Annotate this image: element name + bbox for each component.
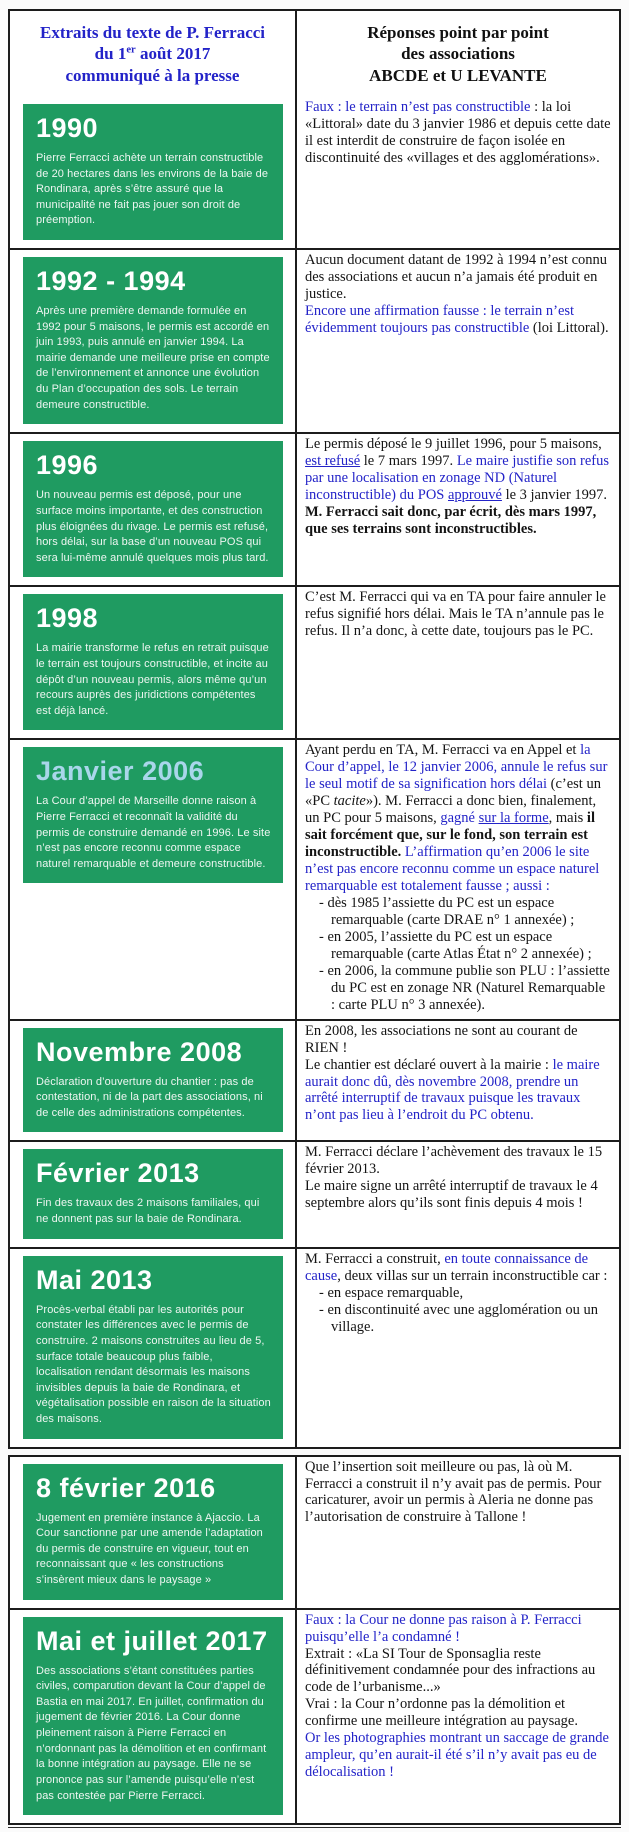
timeline-event-card bbox=[23, 1149, 283, 1238]
header-associations-column bbox=[297, 11, 619, 97]
timeline-event-card bbox=[23, 594, 283, 730]
text-segment: Extraits du texte de P. Ferracci bbox=[39, 23, 266, 43]
timeline-row bbox=[10, 1608, 619, 1823]
timeline-event-description: Pierre Ferracci achète un terrain constructible de 20 hectares dans les environs de la baie de Rondinara, après s’être assuré que la municipalité ne fait pas jouer son droit de préemption. bbox=[36, 152, 269, 227]
timeline-left-cell bbox=[10, 1610, 297, 1823]
response-cell bbox=[297, 97, 619, 248]
timeline-event-description: Fin des travaux des 2 maisons familiales, qui ne donnent pas sur la baie de Rondinara. bbox=[36, 1197, 260, 1226]
text-segment: M. Ferracci déclare l’achèvement des travaux le 15 février 2013. bbox=[305, 1144, 603, 1178]
text-segment: Aucun document datant de 1992 à 1994 n’est connu des associations et aucun n’a jamais été produit en justice. bbox=[305, 252, 608, 302]
header-associations-title bbox=[367, 22, 549, 86]
response-cell bbox=[297, 1610, 619, 1823]
timeline-left-cell bbox=[10, 434, 297, 585]
timeline-event-card bbox=[23, 1256, 283, 1439]
header-ferracci-column bbox=[10, 11, 297, 97]
response-cell bbox=[297, 740, 619, 1018]
response-cell bbox=[297, 250, 619, 432]
response-cell bbox=[297, 1142, 619, 1246]
timeline-event-date: 1996 bbox=[36, 450, 99, 481]
response-cell bbox=[297, 587, 619, 738]
timeline-left-cell bbox=[10, 1021, 297, 1141]
text-segment: gagné bbox=[440, 810, 479, 827]
timeline-event-date: Février 2013 bbox=[36, 1158, 200, 1189]
text-segment: le maire aurait donc dû, dès novembre 2008, prendre un arrêté interruptif de travaux puisque les travaux n’ont pas lieu à l’endroit du PC obtenu. bbox=[305, 1056, 600, 1124]
text-segment: »). M. Ferracci a donc bien, finalement, un PC pour 5 maisons, bbox=[305, 793, 597, 827]
list-item: - en discontinuité avec une agglomération ou un village. bbox=[319, 1301, 599, 1335]
timeline-event-date: 1990 bbox=[36, 113, 99, 143]
comparison-table-judgments bbox=[8, 1455, 621, 1826]
text-segment: il sait forcément que, sur le fond, son terrain est inconstructible. bbox=[305, 810, 595, 861]
text-segment: Le maire signe un arrêté interruptif de travaux le 4 septembre alors qu’ils sont finis depuis 4 mois ! bbox=[305, 1178, 598, 1212]
text-segment: Le chantier est déclaré ouvert à la mairie : bbox=[305, 1056, 553, 1073]
timeline-event-description: Jugement en première instance à Ajaccio. La Cour sanctionne par une amende l’adaptation du permis de construire en vigueur, tout en reconnaissant que « les constructions s’insèrent mieux dans le paysage » bbox=[36, 1511, 263, 1587]
list-item: - en 2006, la commune publie son PLU : l’assiette du PC est en zonage NR (Naturel Remarquable : carte PLU n° 3 annexée). bbox=[319, 962, 610, 1013]
header-ferracci-title bbox=[40, 22, 265, 86]
timeline-event-date: Mai et juillet 2017 bbox=[36, 1625, 268, 1656]
timeline-row bbox=[10, 97, 619, 248]
list-item: - en 2005, l’assiette du PC est un espace remarquable (carte Atlas État n° 2 annexée) ; bbox=[319, 928, 592, 962]
timeline-left-cell bbox=[10, 250, 297, 432]
comparison-table-main bbox=[8, 9, 621, 1449]
text-segment: approuvé bbox=[447, 487, 502, 504]
timeline-row bbox=[10, 738, 619, 1018]
text-segment: Le maire justifie son refus par une localisation en zonage ND (Naturel inconstructible) du POS bbox=[305, 453, 610, 504]
text-segment: , deux villas sur un terrain inconstructible car : bbox=[337, 1267, 608, 1284]
list-item: - en espace remarquable, bbox=[319, 1284, 464, 1301]
timeline-event-date: 1998 bbox=[36, 603, 99, 634]
text-segment: le 3 janvier 1997. bbox=[501, 487, 608, 504]
text-segment: M. Ferracci sait donc, par écrit, dès mars 1997, que ses terrains sont inconstructibles. bbox=[305, 504, 597, 538]
text-segment: : la loi «Littoral» date du 3 janvier 1986 et depuis cette date il est interdit de construire de façon isolée en discontinuité des «villages et des agglomérations». bbox=[305, 99, 611, 166]
text-segment: Vrai : la Cour n’ordonne pas la démolition et confirme une meilleure intégration au paysage. bbox=[305, 1696, 578, 1730]
text-segment: en toute connaissance de cause bbox=[305, 1250, 589, 1284]
text-segment: Extrait : «La SI Tour de Sponsaglia reste définitivement condamnée pour des infractions au code de l’urbanisme...» bbox=[305, 1645, 596, 1696]
text-segment: Que l’insertion soit meilleure ou pas, là où M. Ferracci a construit il n’y avait pas de permis. Pour caricaturer, avoir un permis à Aleria ne donne pas l’autorisation de construire à Tallone ! bbox=[305, 1458, 602, 1526]
timeline-left-cell bbox=[10, 97, 297, 248]
response-cell bbox=[297, 1021, 619, 1141]
text-segment: En 2008, les associations ne sont au courant de RIEN ! bbox=[305, 1022, 578, 1056]
timeline-event-description: Déclaration d’ouverture du chantier : pas de contestation, ni de la part des associations, ni de celle des administrations compétentes. bbox=[36, 1075, 263, 1119]
timeline-event-description: Après une première demande formulée en 1992 pour 5 maisons, le permis est accordé en juin 1993, puis annulé en janvier 1994. La mairie demande une meilleure prise en compte de l’environnement et annonce une évolution du Plan d’occupation des sols. Le terrain demeure constructible. bbox=[36, 305, 270, 411]
text-segment: C’est M. Ferracci qui va en TA pour faire annuler le refus signifié hors délai. Mais le TA n’annule pas le refus. Il n’a donc, à cette date, toujours pas le PC. bbox=[305, 589, 606, 640]
text-segment: ABCDE et U LEVANTE bbox=[369, 65, 547, 85]
text-segment: août 2017 bbox=[135, 44, 211, 64]
timeline-event-card bbox=[23, 747, 283, 883]
text-segment: communiqué à la presse bbox=[65, 65, 240, 85]
text-segment: L’affirmation qu’en 2006 le site n’est pas encore reconnu comme un espace naturel remarquable est totalement fausse ; aussi : bbox=[305, 844, 600, 895]
text-segment: Encore une affirmation fausse : le terrain n’est évidemment toujours pas constructible bbox=[305, 302, 575, 336]
timeline-row bbox=[10, 1457, 619, 1608]
text-segment: Or les photographies montrant un saccage de grande ampleur, qu’en aurait-il été s’il n’y avait pas eu de délocalisation ! bbox=[305, 1730, 609, 1781]
timeline-event-description: La Cour d’appel de Marseille donne raison à Pierre Ferracci et reconnaît la validité du permis de construire demandé en 1996. Le site n’est pas encore reconnu comme espace naturel remarquable et demeure constructible. bbox=[36, 795, 271, 870]
response-cell bbox=[297, 1457, 619, 1608]
timeline-left-cell bbox=[10, 1249, 297, 1447]
timeline-rows-2016-2017 bbox=[10, 1457, 619, 1824]
timeline-left-cell bbox=[10, 1142, 297, 1246]
timeline-event-description: La mairie transforme le refus en retrait puisque le terrain est toujours constructible, et incite au dépôt d’un nouveau permis, alors même qu’un recours auprès des juridictions compétentes est déjà lancé. bbox=[36, 642, 269, 717]
text-segment: sur la forme bbox=[478, 810, 549, 827]
response-cell bbox=[297, 1249, 619, 1447]
timeline-event-card bbox=[23, 1028, 283, 1133]
timeline-event-description: Un nouveau permis est déposé, pour une surface moins importante, et des construction plus éloignées du rivage. Le permis est refusé, hors délai, sur la base d’un nouveau POS qui sera lui-même annulé quelques mois plus tard. bbox=[36, 489, 269, 564]
text-segment: tacite bbox=[333, 793, 366, 810]
text-segment: le 7 mars 1997. bbox=[360, 453, 457, 470]
text-segment: er bbox=[126, 44, 136, 56]
text-segment: la Cour d’appel, le 12 janvier 2006, annule le refus sur le seul motif de sa signification hors délai bbox=[305, 742, 608, 793]
text-segment: du 1 bbox=[94, 44, 127, 64]
timeline-event-card bbox=[23, 257, 283, 424]
timeline-row bbox=[10, 248, 619, 432]
timeline-event-date: Novembre 2008 bbox=[36, 1036, 243, 1067]
timeline-row bbox=[10, 432, 619, 585]
text-segment: M. Ferracci a construit, bbox=[305, 1250, 445, 1267]
timeline-event-card bbox=[23, 104, 283, 240]
timeline-event-card bbox=[23, 441, 283, 577]
timeline-row bbox=[10, 1019, 619, 1141]
text-segment: des associations bbox=[401, 44, 515, 64]
timeline-left-cell bbox=[10, 587, 297, 738]
timeline-event-date: 1992 - 1994 bbox=[36, 266, 186, 297]
text-segment: est refusé bbox=[305, 453, 361, 470]
text-segment: (c’est un «PC bbox=[305, 776, 601, 810]
response-cell bbox=[297, 434, 619, 585]
timeline-event-card bbox=[23, 1617, 283, 1815]
text-segment: , mais bbox=[548, 810, 587, 827]
timeline-event-date: Mai 2013 bbox=[36, 1264, 153, 1295]
table-header-row bbox=[10, 11, 619, 97]
timeline-left-cell bbox=[10, 1457, 297, 1608]
timeline-event-description: Des associations s’étant constituées parties civiles, comparution devant la Cour d’appel de Bastia en mai 2017. En juillet, confirmation du jugement de février 2016. La Cour donne pleinement raison à Pierre Ferracci en n’ordonnant pas la démolition et en confirmant la bonne intégration au paysage. Elle ne se prononce pas sur l’amende puisqu’elle n’est pas contestée par Pierre Ferracci. bbox=[36, 1664, 267, 1802]
timeline-event-date: Janvier 2006 bbox=[36, 756, 205, 787]
text-segment: Ayant perdu en TA, M. Ferracci va en Appel et bbox=[305, 742, 581, 759]
bottom-rule bbox=[8, 1827, 621, 1828]
timeline-row bbox=[10, 1247, 619, 1447]
timeline-event-card bbox=[23, 1464, 283, 1600]
timeline-rows-1990-2013 bbox=[10, 97, 619, 1447]
timeline-row bbox=[10, 585, 619, 738]
text-segment: Faux : la Cour ne donne pas raison à P. Ferracci puisqu’elle l’a condamné ! bbox=[305, 1611, 582, 1645]
text-segment: Réponses point par point bbox=[367, 23, 549, 43]
timeline-event-description: Procès-verbal établi par les autorités pour constater les différences avec le permis de construire. 2 maisons construites au lieu de 5, surface totale beaucoup plus faible, localisation rendant désormais les maisons invisibles depuis la baie de Rondinara, et végétalisation possible en raison de la situation des maisons. bbox=[36, 1303, 271, 1425]
text-segment: Faux : le terrain n’est pas constructible bbox=[305, 99, 531, 115]
text-segment: (loi Littoral). bbox=[529, 319, 609, 336]
text-segment: Le permis déposé le 9 juillet 1996, pour 5 maisons, bbox=[305, 436, 602, 453]
timeline-left-cell bbox=[10, 740, 297, 1018]
timeline-event-date: 8 février 2016 bbox=[36, 1472, 216, 1503]
timeline-row bbox=[10, 1140, 619, 1246]
list-item: - dès 1985 l’assiette du PC est un espace remarquable (carte DRAE n° 1 annexée) ; bbox=[319, 894, 575, 928]
